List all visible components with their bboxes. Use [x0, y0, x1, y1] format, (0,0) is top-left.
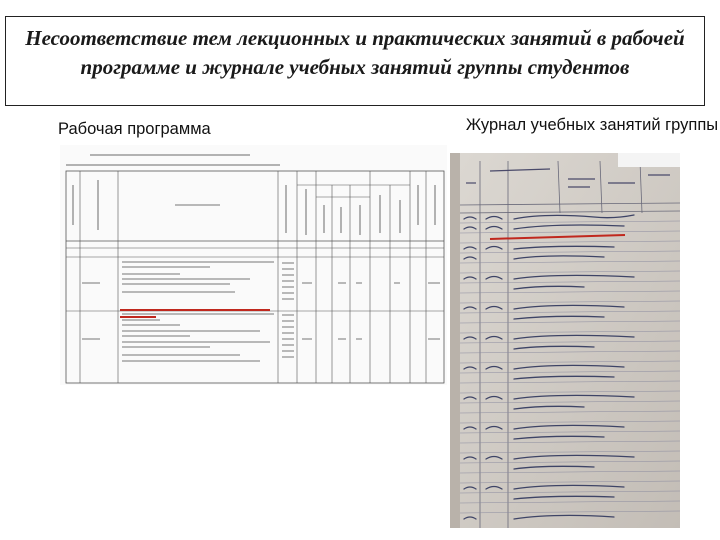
journal-caption: Журнал учебных занятий группы: [465, 116, 719, 134]
work-program-caption: Рабочая программа: [58, 120, 211, 138]
journal-photo: [450, 153, 680, 528]
work-program-table-figure: [60, 145, 447, 385]
journal-figure: [450, 153, 680, 528]
slide-title: Несоответствие тем лекционных и практических занятий в рабочей программе и журнале учебных занятий группы студентов: [25, 26, 685, 79]
work-program-scan: [60, 145, 447, 385]
